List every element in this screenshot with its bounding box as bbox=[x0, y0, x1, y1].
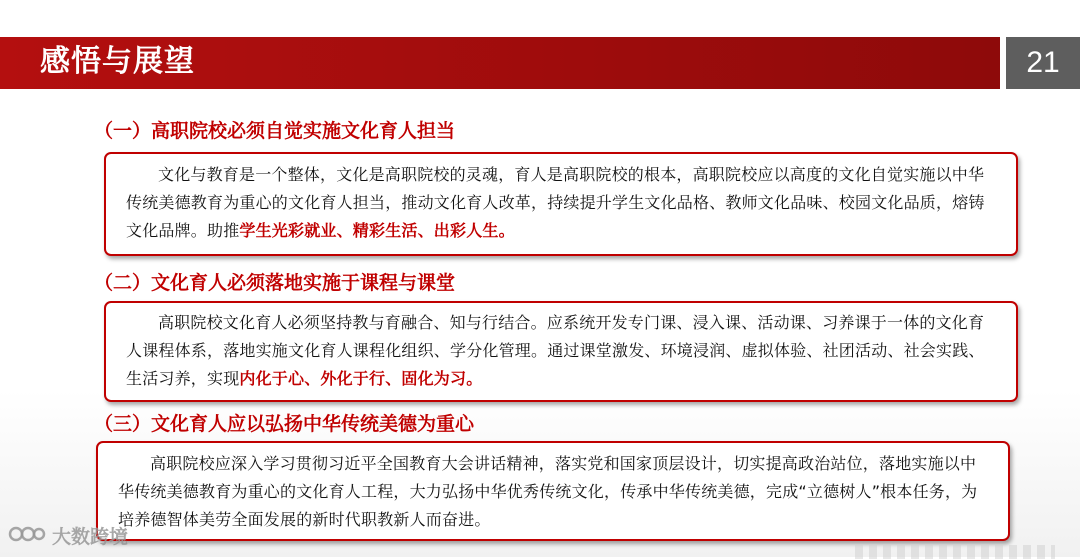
section-2-heading: （二）文化育人必须落地实施于课程与课堂 bbox=[94, 272, 456, 294]
section-1-body: 文化与教育是一个整体，文化是高职院校的灵魂，育人是高职院校的根本，高职院校应以高度的文化自觉实施以中华传统美德教育为重心的文化育人担当，推动文化育人改革，持续提升学生文化品格、教师文化品味、校园文化品质，熔铸文化品牌。助推 bbox=[126, 165, 985, 240]
watermark-text: 大数跨境 bbox=[52, 526, 129, 548]
section-2-text bbox=[126, 309, 996, 393]
watermark bbox=[8, 523, 128, 552]
section-3-box bbox=[96, 441, 1010, 541]
section-1-heading: （一）高职院校必须自觉实施文化育人担当 bbox=[94, 120, 456, 142]
section-3-text bbox=[118, 450, 988, 534]
page-number: 21 bbox=[1006, 37, 1080, 89]
section-3-body: 高职院校应深入学习贯彻习近平全国教育大会讲话精神，落实党和国家顶层设计，切实提高政治站位，落地实施以中华传统美德教育为重心的文化育人工程，大力弘扬中华优秀传统文化，传承中华传统美德，完成“立德树人”根本任务，为培养德智体美劳全面发展的新时代职教新人而奋进。 bbox=[118, 454, 978, 529]
watermark-logo-icon bbox=[8, 523, 46, 552]
section-2-body: 高职院校文化育人必须坚持教与育融合、知与行结合。应系统开发专门课、浸入课、活动课、习养课于一体的文化育人课程体系，落地实施文化育人课程化组织、学分化管理。通过课堂激发、环境浸润、虚拟体验、社团活动、社会实践、生活习养，实现 bbox=[126, 313, 985, 388]
section-2-highlight: 内化于心、外化于行、固化为习。 bbox=[239, 369, 483, 388]
section-1-text bbox=[126, 161, 996, 245]
page-title: 感悟与展望 bbox=[40, 44, 195, 79]
section-2-box bbox=[104, 301, 1018, 402]
section-1-box bbox=[104, 152, 1018, 256]
section-3-heading: （三）文化育人应以弘扬中华传统美德为重心 bbox=[94, 413, 475, 435]
section-1-highlight: 学生光彩就业、精彩生活、出彩人生。 bbox=[239, 221, 515, 240]
title-bar bbox=[0, 37, 1000, 89]
